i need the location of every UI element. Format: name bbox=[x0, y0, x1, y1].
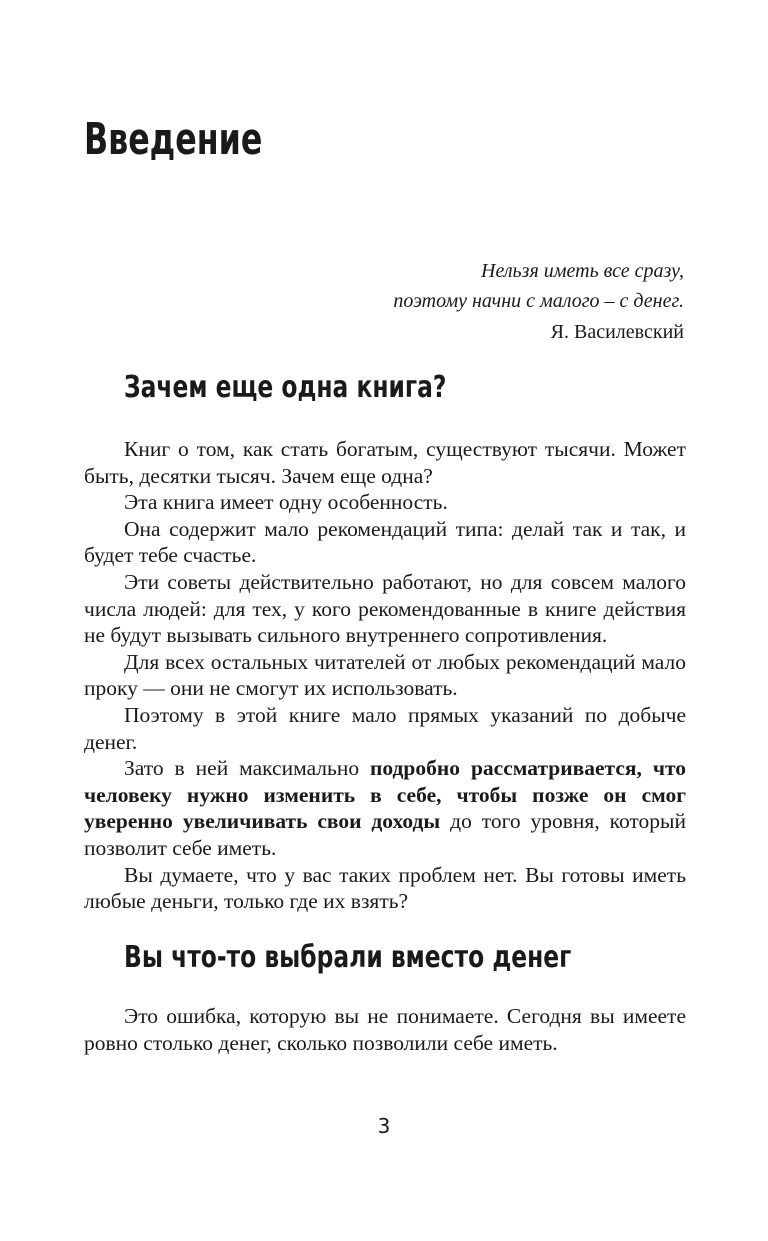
paragraph-text: до того уровня, который позволит себе иметь. bbox=[84, 809, 686, 860]
epigraph bbox=[393, 256, 684, 347]
epigraph-line: поэтому начни с малого – с денег. bbox=[393, 290, 684, 312]
epigraph-line: Нельзя иметь все сразу, bbox=[481, 260, 684, 282]
epigraph-author: Я. Василевский bbox=[550, 321, 684, 343]
paragraph bbox=[84, 755, 686, 861]
emphasized-text: подробно рассматривается, что человеку нужно изменить в себе, чтобы позже он смог уверенно увеличивать свои доходы bbox=[84, 756, 686, 834]
paragraph: Эта книга имеет одну особенность. bbox=[124, 490, 448, 515]
paragraph-text: Зато в ней максимально bbox=[124, 756, 371, 781]
section-heading: Зачем еще одна книга? bbox=[124, 370, 447, 405]
paragraph: Поэтому в этой книге мало прямых указаний по добыче денег. bbox=[84, 702, 686, 754]
paragraph: Она содержит мало рекомендаций типа: делай так и так, и будет тебе счастье. bbox=[84, 516, 686, 568]
chapter-title: Введение bbox=[84, 114, 263, 165]
paragraph: Для всех остальных читателей от любых рекомендаций мало проку — они не смогут их использовать. bbox=[84, 649, 686, 701]
page-number: 3 bbox=[377, 1114, 391, 1138]
paragraph: Вы думаете, что у вас таких проблем нет. Вы готовы иметь любые деньги, только где их взять? bbox=[84, 862, 686, 914]
section-body bbox=[84, 1003, 686, 1056]
paragraph: Книг о том, как стать богатым, существуют тысячи. Может быть, десятки тысяч. Зачем еще одна? bbox=[84, 437, 686, 488]
paragraph: Это ошибка, которую вы не понимаете. Сегодня вы имеете ровно столько денег, сколько позволили себе иметь. bbox=[84, 1004, 686, 1055]
paragraph: Эти советы действительно работают, но для совсем малого числа людей: для тех, у кого рекомендованные в книге действия не будут вызывать сильного внутреннего сопротивления. bbox=[84, 569, 686, 648]
section-body bbox=[84, 436, 686, 915]
section-heading: Вы что-то выбрали вместо денег bbox=[124, 940, 572, 975]
